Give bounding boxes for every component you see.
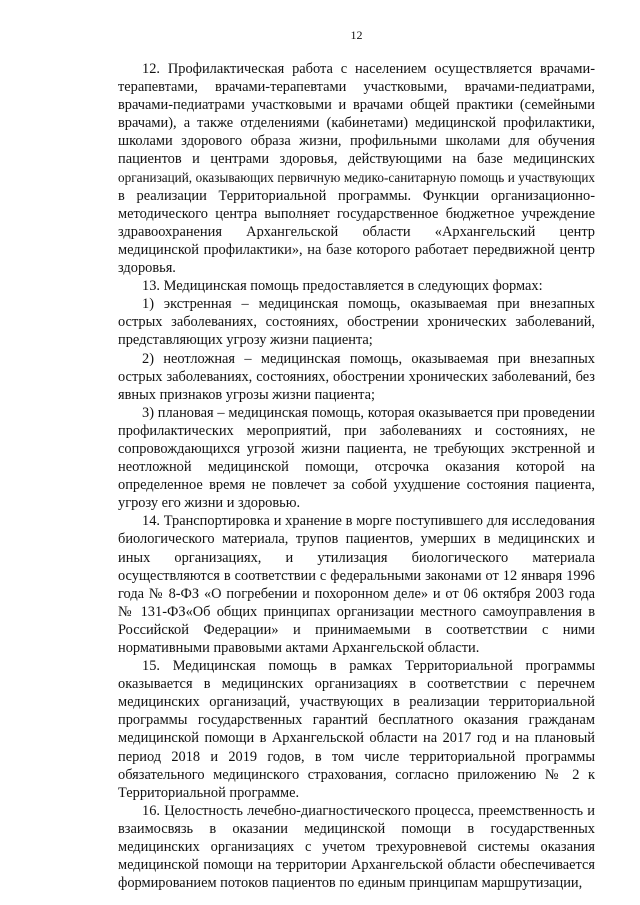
- paragraph-13-item-2: 2) неотложная – медицинская помощь, оказываемая при внезапных острых заболеваниях, состояниях, обострении хронических заболеваний, без явных признаков угрозы жизни пациента;: [118, 350, 595, 403]
- page-number: 12: [350, 28, 363, 42]
- paragraph-14: 14. Транспортировка и хранение в морге поступившего для исследования биологического материала, трупов пациентов, умерших в медицинских и иных организациях, и утилизация биологического материала осуществляются в соответствии с федеральными законами от 12 января 1996 года № 8-ФЗ «О погребении и похоронном деле» и от 06 октября 2003 года № 131-ФЗ«Об общих принципах организации местного самоуправления в Российской Федерации» и принимаемыми в соответствии с ними нормативными правовыми актами Архангельской области.: [118, 513, 595, 656]
- paragraph-13-item-1: 1) экстренная – медицинская помощь, оказываемая при внезапных острых заболеваниях, состояниях, обострении хронических заболеваний, представляющих угрозу жизни пациента;: [118, 296, 595, 349]
- paragraph-13: 13. Медицинская помощь предоставляется в следующих формах:: [142, 278, 543, 295]
- paragraph-13-item-3: 3) плановая – медицинская помощь, которая оказывается при проведении профилактических мероприятий, при заболеваниях и состояниях, не сопровождающихся угрозой жизни пациента, не требующих экстренной и неотложной медицинской помощи, отсрочка оказания которой на определенное время не повлечет за собой ухудшение состояния пациента, угрозу его жизни и здоровью.: [118, 404, 595, 512]
- paragraph-15: 15. Медицинская помощь в рамках Территориальной программы оказывается в медицинских организациях в соответствии с перечнем медицинских организаций, участвующих в реализации территориальной программы государственных гарантий бесплатного оказания гражданам медицинской помощи в Архангельской области на 2017 год и на плановый период 2018 и 2019 годов, в том числе территориальной программы обязательного медицинского страхования, согласно приложению № 2 к Территориальной программе.: [118, 658, 595, 801]
- paragraph-12-part2: организаций, оказывающих первичную медико-санитарную помощь и участвующих: [118, 169, 595, 185]
- paragraph-12-part1: 12. Профилактическая работа с населением осуществляется врачами-терапевтами, врачами-терапевтами участковыми, врачами-педиатрами, врачами-педиатрами участковыми и врачами общей практики (семейными врачами), а также отделениями (кабинетами) медицинской профилактики, школами здорового образа жизни, профильными школами для обучения пациентов и центрами здоровья, действующими на базе медицинских: [118, 61, 595, 168]
- paragraph-16: 16. Целостность лечебно-диагностического процесса, преемственность и взаимосвязь в оказании медицинской помощи в государственных медицинских организациях с учетом трехуровневой системы оказания медицинской помощи на территории Архангельской области обеспечивается формированием потоков пациентов по единым принципам маршрутизации,: [118, 802, 595, 892]
- document-page: [118, 28, 595, 892]
- paragraph-12: [118, 60, 595, 277]
- paragraph-12-part3: в реализации Территориальной программы. Функции организационно-методического центра выполняет государственное бюджетное учреждение здравоохранения Архангельской области «Архангельский центр медицинской профилактики», на базе которого работает передвижной центр здоровья.: [118, 187, 595, 277]
